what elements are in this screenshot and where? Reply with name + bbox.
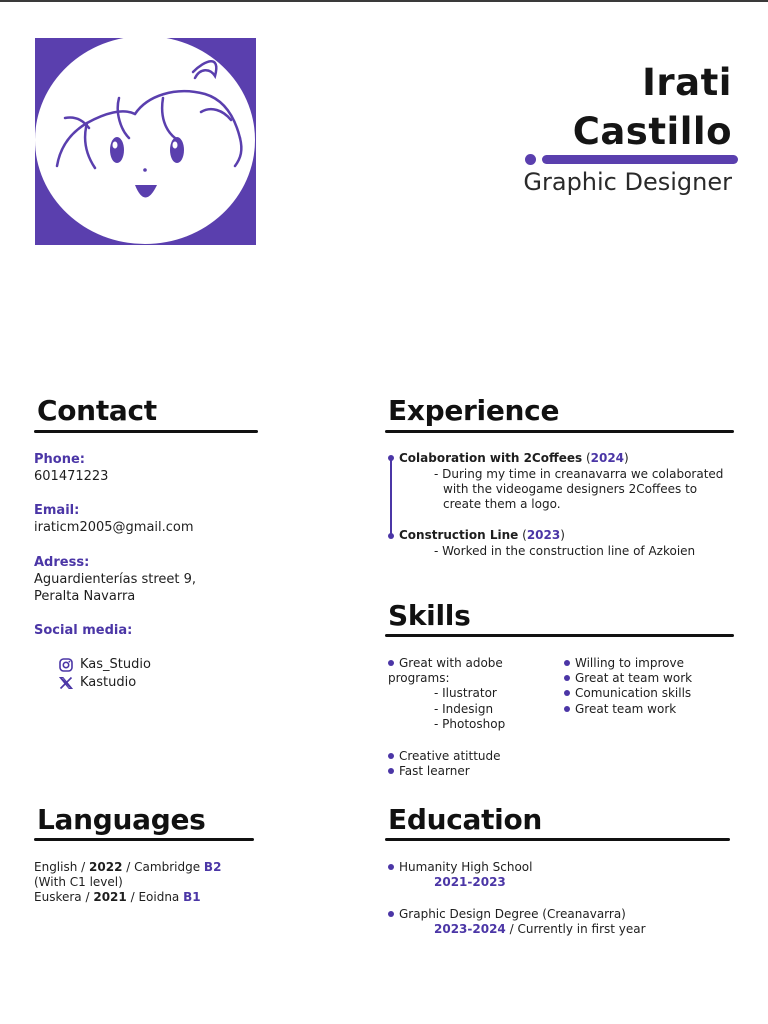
program-item: - Indesign — [434, 702, 494, 716]
top-border — [0, 0, 768, 2]
skill-item: Comunication skills — [575, 686, 692, 700]
language-english-note: (With C1 level) — [34, 875, 123, 889]
experience-item-desc: with the videogame designers 2Coffees to — [443, 482, 698, 496]
education-item-years: 2023-2024 / Currently in first year — [434, 922, 646, 936]
program-item: - Photoshop — [434, 717, 506, 731]
email-value: iraticm2005@gmail.com — [34, 520, 194, 535]
name-underline-dot — [525, 154, 536, 165]
program-item: - Ilustrator — [434, 686, 497, 700]
phone-value: 601471223 — [34, 469, 109, 484]
education-rule — [385, 838, 730, 841]
bullet-dot — [388, 864, 394, 870]
name-block — [573, 58, 732, 156]
education-item-years: 2021-2023 — [434, 875, 506, 889]
bullet-dot — [388, 660, 394, 666]
skill-item: Great with adobe — [399, 656, 503, 670]
bullet-dot — [564, 690, 570, 696]
bullet-dot — [564, 675, 570, 681]
experience-item-desc: create them a logo. — [443, 497, 561, 511]
skills-heading: Skills — [388, 599, 471, 632]
language-english: English / 2022 / Cambridge B2 — [34, 860, 222, 874]
education-item-name: Graphic Design Degree (Creanavarra) — [399, 907, 626, 921]
timeline-dot — [388, 533, 394, 539]
skill-item: Creative atittude — [399, 749, 501, 763]
skill-item: Great team work — [575, 702, 677, 716]
experience-item-desc: - Worked in the construction line of Azkoien — [434, 544, 696, 558]
phone-label: Phone: — [34, 452, 85, 467]
education-heading: Education — [388, 803, 543, 836]
skill-item: Great at team work — [575, 671, 693, 685]
bullet-dot — [388, 911, 394, 917]
x-icon — [59, 676, 73, 690]
bullet-dot — [564, 706, 570, 712]
skill-item: Fast learner — [399, 764, 470, 778]
avatar — [35, 38, 256, 245]
name-underline — [542, 155, 738, 164]
contact-rule — [34, 430, 258, 433]
languages-heading: Languages — [37, 803, 206, 836]
languages-rule — [34, 838, 254, 841]
address-label: Adress: — [34, 555, 90, 570]
bullet-dot — [388, 753, 394, 759]
instagram-icon — [59, 658, 73, 672]
experience-heading: Experience — [388, 394, 560, 427]
bullet-dot — [388, 768, 394, 774]
experience-item-title: Colaboration with 2Coffees (2024) — [399, 451, 629, 465]
experience-rule — [385, 430, 734, 433]
instagram-handle: Kas_Studio — [80, 657, 151, 672]
x-handle: Kastudio — [80, 675, 137, 690]
skill-item: Willing to improve — [575, 656, 684, 670]
bullet-dot — [564, 660, 570, 666]
job-title: Graphic Designer — [523, 168, 732, 196]
email-label: Email: — [34, 503, 80, 518]
experience-item-desc: - During my time in creanavarra we colaborated — [434, 467, 724, 481]
address-line-1: Aguardienterías street 9, — [34, 572, 197, 587]
education-item-name: Humanity High School — [399, 860, 533, 874]
timeline-line — [390, 460, 392, 536]
first-name: Irati — [642, 61, 732, 104]
contact-heading: Contact — [37, 394, 157, 427]
skills-rule — [385, 634, 734, 637]
address-line-2: Peralta Navarra — [34, 589, 136, 604]
experience-item-title: Construction Line (2023) — [399, 528, 565, 542]
language-euskera: Euskera / 2021 / Eoidna B1 — [34, 890, 201, 904]
skill-item-cont: programs: — [388, 671, 450, 685]
social-media-label: Social media: — [34, 623, 133, 638]
last-name: Castillo — [572, 110, 732, 153]
